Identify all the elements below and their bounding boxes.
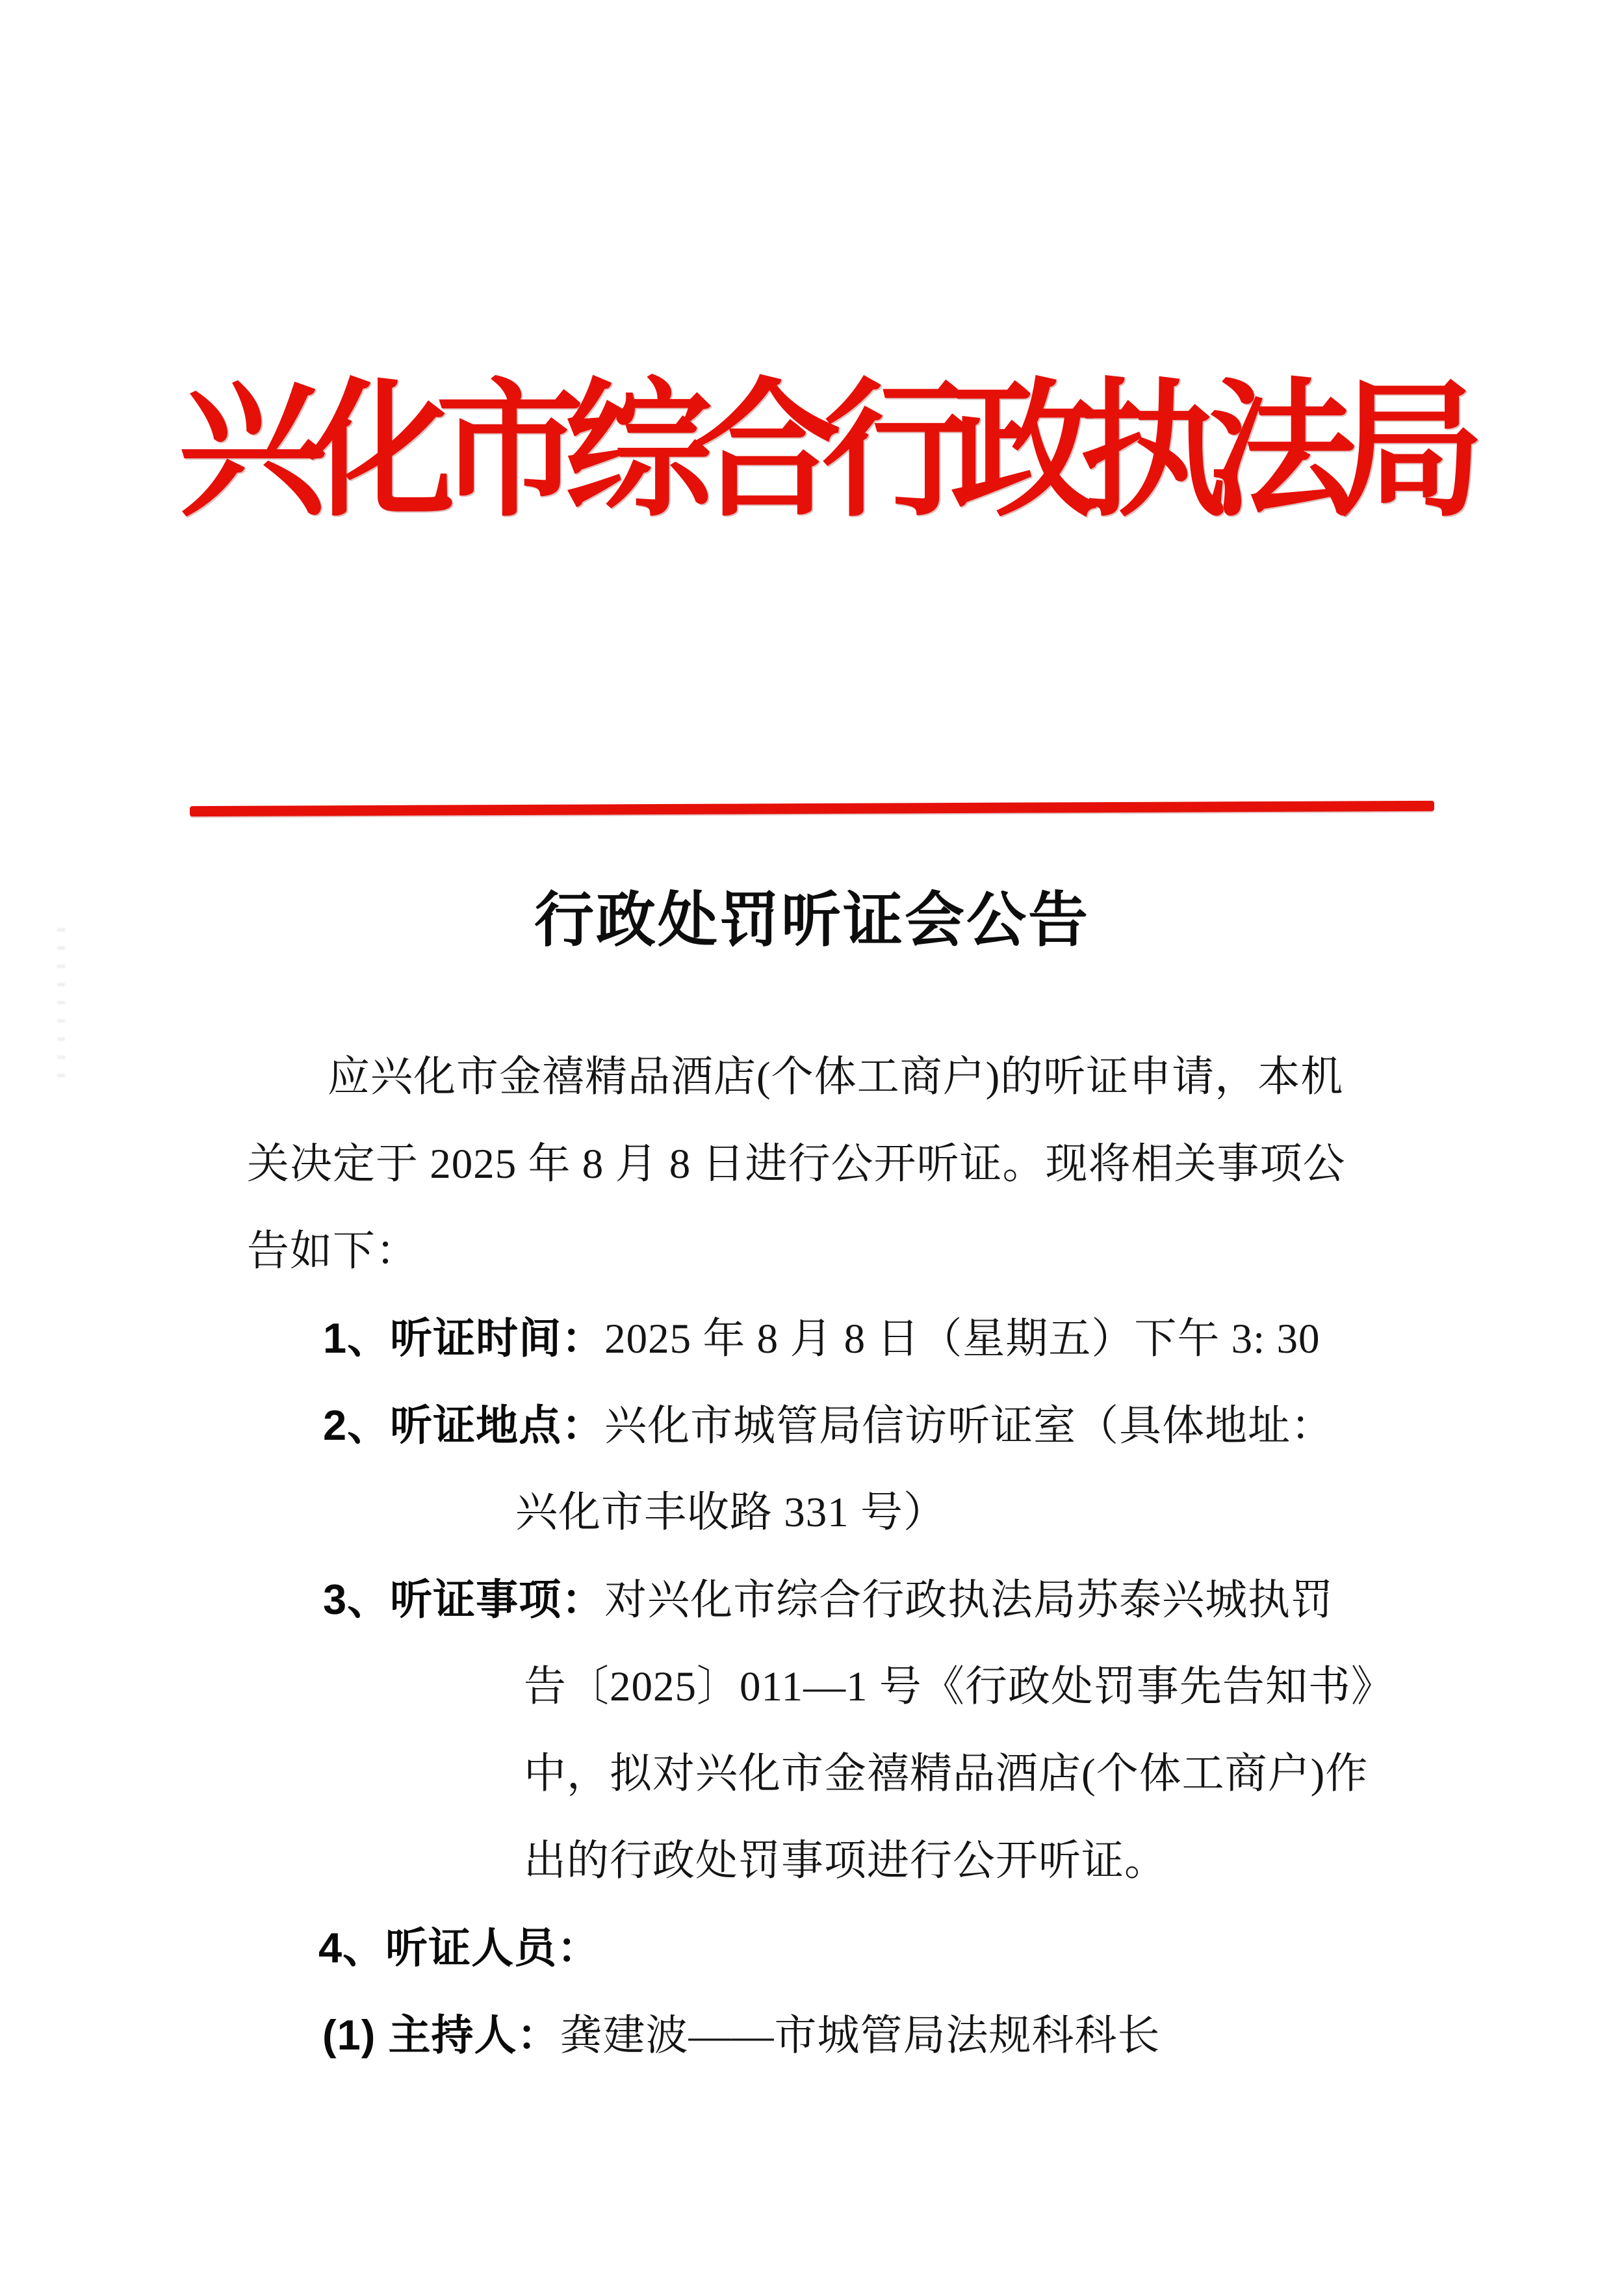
agency-masthead <box>0 365 1624 540</box>
host-label: (1) 主持人： <box>322 2011 560 2059</box>
hearing-time-value: 2025 年 8 月 8 日（星期五）下午 3: 30 <box>604 1316 1321 1362</box>
paragraph-line-1-text: 应兴化市金禧精品酒店(个体工商户)的听证申请，本机 <box>328 1054 1344 1100</box>
list-item-hearing-time <box>323 1316 1320 1362</box>
hearing-matter-continuation-3 <box>524 1838 1167 1884</box>
list-item-hearing-personnel <box>318 1925 600 1971</box>
document-title: 行政处罚听证会公告 <box>534 887 1090 954</box>
paragraph-line-2 <box>247 1141 1346 1187</box>
hearing-matter-continuation-1 <box>524 1664 1394 1710</box>
hearing-place-address: 兴化市丰收路 331 号） <box>515 1489 947 1536</box>
agency-title: 兴化市综合行政执法局 <box>178 371 1465 534</box>
paragraph-line-3-text: 告如下： <box>247 1228 419 1275</box>
paragraph-line-3 <box>247 1229 419 1274</box>
hearing-place-continuation <box>515 1490 946 1535</box>
paragraph-line-1 <box>328 1054 1343 1100</box>
list-item-hearing-place <box>323 1403 1334 1449</box>
list-subitem-host <box>322 2012 1161 2059</box>
hearing-matter-party: 中，拟对兴化市金禧精品酒店(个体工商户)作 <box>524 1750 1369 1797</box>
list-item-hearing-matter <box>323 1577 1334 1623</box>
host-value: 龚建波——市城管局法规科科长 <box>560 2012 1161 2059</box>
hearing-time-label: 1、听证时间： <box>323 1314 605 1362</box>
hearing-place-value: 兴化市城管局信访听证室（具体地址： <box>604 1403 1334 1450</box>
hearing-matter-value: 对兴化市综合行政执法局苏泰兴城执罚 <box>604 1577 1334 1624</box>
hearing-personnel-label: 4、听证人员： <box>318 1924 600 1971</box>
paragraph-line-2-text: 关决定于 2025 年 8 月 8 日进行公开听证。现将相关事项公 <box>247 1141 1346 1188</box>
red-divider-line <box>190 801 1434 816</box>
hearing-place-label: 2、听证地点： <box>323 1401 605 1449</box>
hearing-matter-continuation-2 <box>524 1751 1368 1797</box>
hearing-matter-doc-number: 告〔2025〕011—1 号《行政处罚事先告知书》 <box>524 1663 1394 1710</box>
document-title-row <box>0 888 1624 954</box>
hearing-matter-label: 3、听证事项： <box>323 1576 605 1623</box>
hearing-matter-closing: 出的行政处罚事项进行公开听证。 <box>524 1838 1168 1884</box>
